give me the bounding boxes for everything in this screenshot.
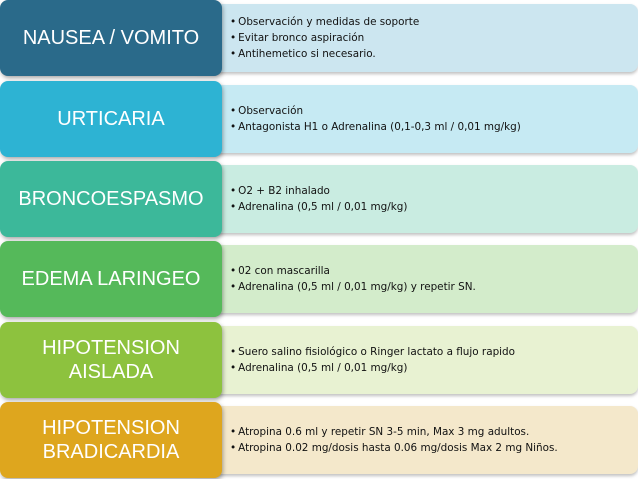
bullet-item: • 02 con mascarilla — [230, 263, 638, 279]
panel-hipotension-bradicardia — [196, 406, 638, 474]
label-hipotension-aislada — [0, 322, 222, 398]
panel-hipotension-aislada — [196, 326, 638, 394]
row-edema-laringeo — [0, 241, 638, 317]
panel-edema-laringeo — [196, 245, 638, 313]
label-urticaria — [0, 81, 222, 157]
bullet-item: • Antagonista H1 o Adrenalina (0,1-0,3 ml / 0,01 mg/kg) — [230, 119, 638, 135]
row-nausea-vomito — [0, 0, 638, 76]
bullet-item: • Observación — [230, 103, 638, 119]
label-nausea-vomito — [0, 0, 222, 76]
label-hipotension-bradicardia — [0, 402, 222, 478]
bullet-item: • Suero salino fisiológico o Ringer lactato a flujo rapido — [230, 344, 638, 360]
bullet-item: • Evitar bronco aspiración — [230, 30, 638, 46]
bullet-item: • Adrenalina (0,5 ml / 0,01 mg/kg) — [230, 199, 638, 215]
label-edema-laringeo — [0, 241, 222, 317]
panel-urticaria — [196, 85, 638, 153]
bullet-item: • Adrenalina (0,5 ml / 0,01 mg/kg) y repetir SN. — [230, 279, 638, 295]
bullet-item: • Atropina 0.6 ml y repetir SN 3-5 min, Max 3 mg adultos. — [230, 424, 638, 440]
bullet-item: • Observación y medidas de soporte — [230, 14, 638, 30]
label-text: URTICARIA — [57, 108, 165, 130]
row-urticaria — [0, 81, 638, 157]
bullet-item: • Adrenalina (0,5 ml / 0,01 mg/kg) — [230, 360, 638, 376]
label-broncoespasmo — [0, 161, 222, 237]
label-text: EDEMA LARINGEO — [21, 268, 201, 290]
panel-broncoespasmo — [196, 165, 638, 233]
bullet-item: • Atropina 0.02 mg/dosis hasta 0.06 mg/dosis Max 2 mg Niños. — [230, 440, 638, 456]
row-hipotension-bradicardia — [0, 402, 638, 478]
panel-nausea-vomito — [196, 4, 638, 72]
row-broncoespasmo — [0, 161, 638, 237]
label-text: HIPOTENSION BRADICARDIA — [42, 417, 180, 463]
bullet-item: • O2 + B2 inhalado — [230, 183, 638, 199]
label-text: BRONCOESPASMO — [18, 188, 204, 210]
row-hipotension-aislada — [0, 322, 638, 398]
bullet-item: • Antihemetico si necesario. — [230, 46, 638, 62]
label-text: NAUSEA / VOMITO — [22, 27, 200, 49]
label-text: HIPOTENSION AISLADA — [42, 337, 180, 383]
